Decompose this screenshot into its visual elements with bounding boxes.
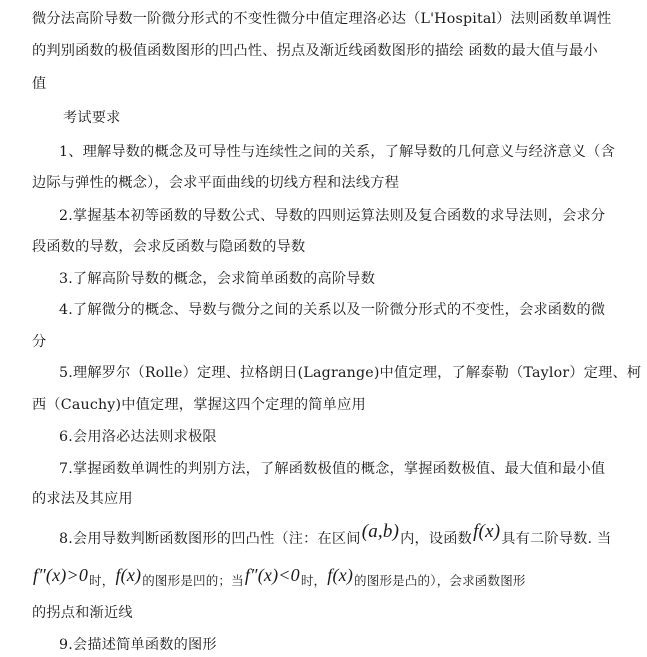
requirement-9: 9.会描述简单函数的图形 xyxy=(59,637,217,653)
requirement-5-line-1: 5.理解罗尔（Rolle）定理、拉格朗日(Lagrange)中值定理，了解泰勒（Taylor）定理、柯 xyxy=(59,365,642,381)
requirement-1-line-1: 1、理解导数的概念及可导性与连续性之间的关系，了解导数的几何意义与经济意义（含 xyxy=(59,144,615,160)
req8-text-6: 时， xyxy=(300,573,327,588)
requirement-4-line-2: 分 xyxy=(32,334,47,350)
req8-text-1: 8.会用导数判断函数图形的凹凸性（注：在区间 xyxy=(59,531,361,547)
req8-text-5: 的图形是凹的；当 xyxy=(142,573,244,588)
requirement-1-line-2: 边际与弹性的概念），会求平面曲线的切线方程和法线方程 xyxy=(32,175,399,191)
requirement-7-line-1: 7.掌握函数单调性的判别方法，了解函数极值的概念，掌握函数极值、最大值和最小值 xyxy=(59,461,606,477)
requirement-4-line-1: 4.了解微分的概念、导数与微分之间的关系以及一阶微分形式的不变性，会求函数的微 xyxy=(59,302,606,318)
requirement-8-line-3: 的拐点和渐近线 xyxy=(32,605,133,621)
second-derivative-positive-formula: f″(x)>0 xyxy=(33,565,89,585)
requirement-8-line-1 xyxy=(59,521,612,549)
req8-text-4: 时， xyxy=(89,573,115,588)
req8-text-7: 的图形是凸的），会求函数图形 xyxy=(354,573,526,588)
function-formula-3: f(x) xyxy=(327,565,354,585)
function-formula: f(x) xyxy=(473,521,501,542)
requirement-8-line-2 xyxy=(32,565,526,590)
interval-formula: (a,b) xyxy=(361,521,400,542)
intro-line-2: 的判别函数的极值函数图形的凹凸性、拐点及渐近线函数图形的描绘 函数的最大值与最小 xyxy=(32,43,598,59)
requirement-3: 3.了解高阶导数的概念，会求简单函数的高阶导数 xyxy=(59,271,376,287)
requirement-2-line-1: 2.掌握基本初等函数的导数公式、导数的四则运算法则及复合函数的求导法则，会求分 xyxy=(59,208,606,224)
requirement-5-line-2: 西（Cauchy)中值定理，掌握这四个定理的简单应用 xyxy=(32,397,366,413)
function-formula-2: f(x) xyxy=(115,565,142,585)
requirement-7-line-2: 的求法及其应用 xyxy=(32,491,133,507)
section-heading: 考试要求 xyxy=(63,110,121,126)
req8-text-2: 内，设函数 xyxy=(400,531,473,547)
intro-line-1: 微分法高阶导数一阶微分形式的不变性微分中值定理洛必达（L'Hospital）法则函数单调性 xyxy=(32,11,612,27)
requirement-2-line-2: 段函数的导数，会求反函数与隐函数的导数 xyxy=(32,239,306,255)
req8-text-3: 具有二阶导数. 当 xyxy=(501,531,612,547)
intro-line-3: 值 xyxy=(32,76,47,92)
requirement-6: 6.会用洛必达法则求极限 xyxy=(59,429,217,445)
second-derivative-negative-formula: f″(x)<0 xyxy=(244,565,300,585)
